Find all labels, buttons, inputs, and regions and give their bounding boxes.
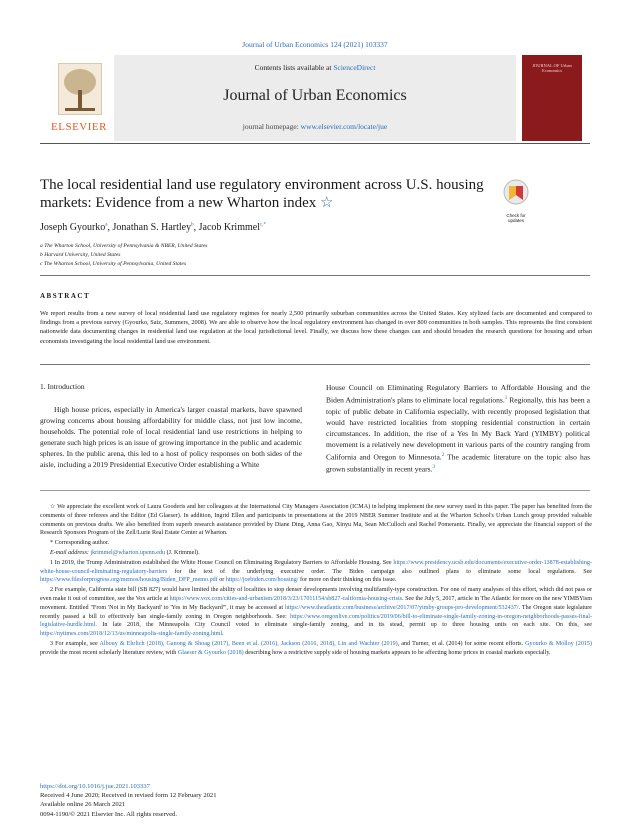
received-dates: Received 4 June 2020; Received in revised form 12 February 2021: [40, 792, 217, 800]
text-run: . In late 2018, the Minneapolis City Council voted to eliminate single-family zoning, and in its stead, permit up to three housing units on each site. On this, see: [95, 622, 592, 629]
email-label: E-mail address:: [50, 549, 91, 556]
cover-title: JOURNAL OF Urban Economics: [532, 63, 572, 73]
author-name: Jacob Krimmel: [198, 222, 260, 233]
journal-cover-image: [522, 55, 582, 141]
check-for-updates-badge[interactable]: [500, 178, 532, 223]
text-run: 2 For example, California state bill (SB 827) would have limited the ability of localities to stop denser developments involving multifamily-type construction. For one of many analyses of this effort, which did not pass or even make it out of committee, see the Vox article at: [40, 587, 592, 602]
text-run: 3 For example, see: [50, 640, 100, 647]
journal-header: [48, 55, 582, 141]
body-column-right: [326, 382, 590, 475]
text-run: (J. Krimmel).: [165, 549, 200, 556]
url-link[interactable]: https://www.presidency.ucsb.edu/documents/executive-order-13878-establishing-white-house-council-eliminating-regulatory-barriers: [40, 559, 592, 575]
url-link[interactable]: https://www.oregonlive.com/politics/2019/06/bill-to-eliminate-single-family-zoning-in-oregon-neighborhoods-passes-final-legislative-hurdle.html: [40, 613, 592, 629]
footnote-ref[interactable]: 1: [504, 396, 508, 401]
title-footnote-star[interactable]: ☆: [320, 195, 334, 211]
journal-reference[interactable]: Journal of Urban Economics 124 (2021) 103337: [242, 40, 388, 49]
email-link[interactable]: jkrimmel@wharton.upenn.edu: [90, 549, 166, 556]
footnotes: [40, 503, 592, 659]
citation-link[interactable]: Glaeser & Gyourko (2018): [177, 649, 244, 656]
author-name: Jonathan S. Hartley: [112, 222, 192, 233]
homepage-prefix: journal homepage:: [242, 122, 301, 131]
url-link[interactable]: https://www.vox.com/cities-and-urbanism/2018/3/23/17011154/sb827-california-housing-crisis: [169, 595, 403, 602]
text-run: . The Oregon state legislature recently passed a bill to effectively ban single-family zoning in Oregon neighborhoods. See:: [40, 604, 592, 620]
url-link[interactable]: https://www.theatlantic.com/business/archive/2017/07/yimby-groups-pro-development/532437/: [284, 604, 519, 611]
footnote-email: [40, 549, 592, 558]
footnote-2: [40, 586, 592, 639]
journal-title: Journal of Urban Economics: [223, 87, 407, 104]
url-link[interactable]: https://www.filesforprogress.org/memos/housing/Biden_DFP_memo.pdf: [40, 577, 218, 584]
text-run: , and Turner, et al. (2014) for some recent efforts.: [397, 640, 526, 647]
section-divider: [40, 364, 590, 365]
footnote-ref[interactable]: 2: [441, 452, 445, 458]
elsevier-wordmark: ELSEVIER: [51, 121, 107, 133]
body-column-left: [40, 404, 302, 470]
author-affil-mark[interactable]: a: [105, 222, 108, 228]
article-title: [40, 176, 490, 212]
citation-link[interactable]: Albouy & Ehrlich (2018), Ganong & Shoag (2017), Been et al. (2016), Jackson (2016, 2018), Lin and Wachter (2019): [99, 640, 398, 647]
text-run: Regionally, this has been a topic of public debate in California especially, with recently proposed legislation that would have restricted localities from stopping residential construction in certain circumstances. In addition, the rise of a Yes In My Back Yard (YIMBY) political movement is a relatively new development in various parts of the country ranging from California and Oregon to Minnesota.: [326, 395, 590, 461]
text-run: for the text of the underlying executive order. The Biden campaign also outlined plans to eliminate some local regulations. See: [167, 568, 592, 575]
url-link[interactable]: https://nytimes.com/2018/12/13/us/minneapolis-single-family-zoning.html: [40, 631, 223, 638]
homepage-line: [114, 122, 516, 131]
footnote-corresponding: * Corresponding author.: [50, 540, 110, 547]
text-run: The academic literature on the topic also has grown substantially in recent years.: [326, 452, 590, 474]
author-name: Joseph Gyourko: [40, 222, 106, 233]
contents-line: [114, 63, 516, 72]
text-run: 1 In 2019, the Trump Administration established the White House Council on Eliminating Regulatory Barriers to Affordable Housing. See: [50, 559, 394, 566]
homepage-link[interactable]: www.elsevier.com/locate/jue: [300, 122, 388, 131]
article-history: [40, 782, 440, 819]
author-affil-mark[interactable]: c,*: [259, 222, 266, 228]
crossmark-label: Check for updates: [506, 213, 526, 223]
paragraph: [326, 382, 590, 475]
elsevier-tree-icon: [58, 63, 102, 115]
author-list: Joseph Gyourko$^a$, Jonathan S. Hartley$^b$, Jacob Krimmel$^{c,*}$: [40, 222, 266, 233]
citation-link[interactable]: Gyourko & Molloy (2015): [525, 640, 593, 647]
url-link[interactable]: https://joebiden.com/housing/: [225, 577, 299, 584]
author-affil-mark[interactable]: b: [191, 222, 194, 228]
footnote-acknowledgement: ☆ We appreciate the excellent work of Laura Gooderis and her colleagues at the International City Managers Association (ICMA) in helping implement the new survey used in this paper. The paper has benefited from the comments of three referees and the Editor (Ed Glaeser). In addition, Ingrid Ellen and participants in presentations at the 2019 NBER Summer Institute and at the Wharton School's Urban Lunch group provided valuable comments on previous drafts. We also benefited from superb research assistance provided by Diane Ding, Anna Gao, Xinyu Ma, Sean McCulloch and Rachel Pomerantz. Finally, we appreciate the financial support of the Research Sponsors Program of the Zell/Lurie Real Estate Center at Wharton.: [40, 504, 592, 537]
doi-link[interactable]: https://doi.org/10.1016/j.jue.2021.103337: [40, 783, 150, 790]
affiliation: b Harvard University, United States: [40, 252, 121, 258]
text-run: for more on their thinking on this issue.: [298, 577, 397, 584]
crossmark-icon: [500, 178, 532, 208]
header-box: [114, 55, 516, 141]
text-run: describing how a restrictive supply side of housing markets appears to be affecting home prices in coastal markets especially.: [243, 649, 551, 656]
text-run: . See the July 5, 2017, article in The Atlantic for more on the new YIMBYism movement. Entitled "From 'Not in My Backyard' to 'Yes in My Backyard'", it may be accessed at: [40, 595, 592, 611]
section-divider: [40, 275, 590, 276]
affiliation: a The Wharton School, University of Pennsylvania & NBER, United States: [40, 243, 208, 249]
text-run: provide the most recent scholarly literature review, with: [40, 649, 178, 656]
available-online: Available online 26 March 2021: [40, 801, 126, 809]
footnote-3: [40, 640, 592, 658]
affiliation-list: [40, 242, 540, 269]
text-run: .: [222, 631, 224, 638]
contents-prefix: Contents lists available at: [254, 63, 334, 72]
paragraph: High house prices, especially in America's larger coastal markets, have spawned growing concerns about housing affordability for middle class, not just low income, households. The potential role of local residential land use restrictions in helping to generate such high prices is an issue of growing importance in the public and academic spheres. In the public arena, this led to a host of policy responses on both sides of the aisle, including a 2019 Presidential Executive Order establishing a White: [40, 405, 302, 469]
footnote-ref[interactable]: 3: [432, 465, 435, 470]
abstract-heading: ABSTRACT: [40, 292, 91, 300]
elsevier-logo: [48, 55, 110, 141]
copyright: 0094-1190/© 2021 Elsevier Inc. All rights reserved.: [40, 810, 177, 818]
article-title-text: The local residential land use regulatory environment across U.S. housing markets: Evidence from a new Wharton index: [40, 177, 484, 211]
header-divider: [40, 143, 590, 144]
affiliation: c The Wharton School, University of Pennsylvania, United States: [40, 261, 187, 267]
text-run: House Council on Eliminating Regulatory Barriers to Affordable Housing and the Biden Administration's plans to eliminate local regulations.: [326, 383, 590, 405]
footnote-divider: [40, 490, 590, 491]
text-run: or: [217, 577, 226, 584]
footnote-1: [40, 559, 592, 585]
section-heading: 1. Introduction: [40, 382, 85, 391]
sciencedirect-link[interactable]: ScienceDirect: [333, 63, 376, 72]
abstract-text: We report results from a new survey of local residential land use regulatory regimes for nearly 2,500 primarily suburban communities across the United States. Key stylized facts are documented and compared to findings from a previous survey (Gyourko, Saiz, Summers, 2008). We are able to observe how the local regulatory environment has changed in over 800 communities in both samples. This represents the first consistent nationwide data documenting changes in residential land use regulation at the local jurisdictional level. Finally, we discuss how these changes can and should broaden the research questions for housing and urban economists investigating the local residential land use environment.: [40, 310, 592, 345]
